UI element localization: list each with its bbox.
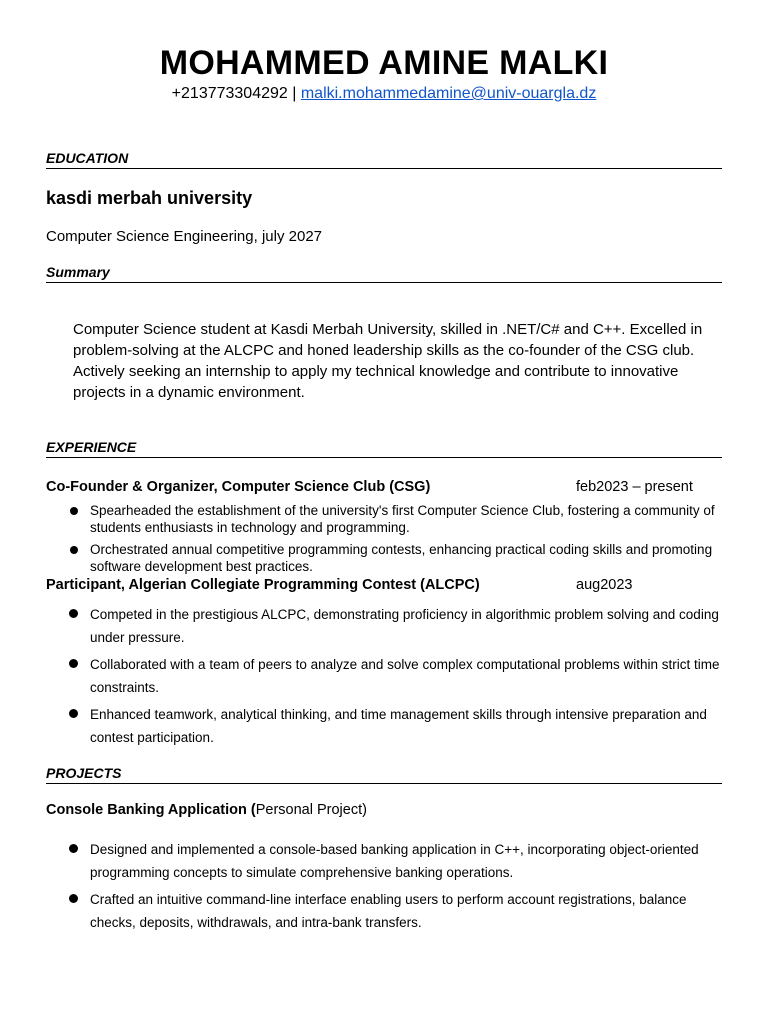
- degree: Computer Science Engineering, july 2027: [46, 228, 322, 245]
- job-date: feb2023 – present: [576, 479, 693, 495]
- job-date: aug2023: [576, 577, 633, 593]
- list-item: [73, 603, 723, 649]
- experience-heading: EXPERIENCE: [46, 439, 722, 458]
- job-title: Co-Founder & Organizer, Computer Science Club (CSG): [46, 479, 431, 495]
- list-item: [73, 703, 723, 749]
- education-heading: EDUCATION: [46, 150, 722, 169]
- job-title: Participant, Algerian Collegiate Programming Contest (ALCPC): [46, 577, 480, 593]
- bullet-icon: [69, 894, 78, 903]
- project-title: [46, 802, 367, 818]
- list-item: [73, 653, 723, 699]
- bullet-text: Collaborated with a team of peers to analyze and solve complex computational problems within strict time constraints.: [90, 657, 720, 695]
- bullet-text: Enhanced teamwork, analytical thinking, and time management skills through intensive preparation and contest participation.: [90, 707, 707, 745]
- phone: +213773304292: [171, 85, 288, 102]
- bullet-icon: [69, 844, 78, 853]
- bullet-text: Crafted an intuitive command-line interface enabling users to perform account registrations, balance checks, deposits, withdrawals, and intra-bank transfers.: [90, 892, 687, 930]
- list-item: [73, 888, 723, 934]
- job-bullets: [73, 502, 723, 580]
- list-item: [73, 502, 723, 536]
- bullet-icon: [70, 507, 78, 515]
- job-bullets: [73, 603, 723, 753]
- bullet-icon: [69, 709, 78, 718]
- summary-text: Computer Science student at Kasdi Merbah University, skilled in .NET/C# and C++. Excelled in problem-solving at the ALCPC and honed leadership skills as the co-founder of the CSG club. Actively seeking an internship to apply my technical knowledge and contribute to innovative projects in a dynamic environment.: [73, 321, 703, 401]
- bullet-text: Competed in the prestigious ALCPC, demonstrating proficiency in algorithmic problem solving and coding under pressure.: [90, 607, 719, 645]
- bullet-text: Spearheaded the establishment of the university's first Computer Science Club, fostering a community of students enthusiasts in technology and programming.: [90, 503, 715, 535]
- university-name: kasdi merbah university: [46, 188, 253, 208]
- candidate-name: MOHAMMED AMINE MALKI: [159, 44, 609, 82]
- bullet-icon: [69, 659, 78, 668]
- bullet-icon: [69, 609, 78, 618]
- project-type: Personal Project): [255, 802, 367, 818]
- contact-line: [0, 85, 768, 103]
- project-bullets: [73, 838, 723, 938]
- bullet-text: Designed and implemented a console-based banking application in C++, incorporating object-oriented programming concepts to simulate comprehensive banking operations.: [90, 842, 699, 880]
- bullet-text: Orchestrated annual competitive programming contests, enhancing practical coding skills and promoting software development best practices.: [90, 542, 713, 574]
- list-item: [73, 838, 723, 884]
- summary-heading: Summary: [46, 264, 722, 283]
- bullet-icon: [70, 546, 78, 554]
- project-name: Console Banking Application (: [46, 802, 256, 818]
- separator: |: [287, 85, 301, 102]
- projects-heading: PROJECTS: [46, 765, 722, 784]
- email-link[interactable]: malki.mohammedamine@univ-ouargla.dz: [300, 85, 597, 102]
- list-item: [73, 541, 723, 575]
